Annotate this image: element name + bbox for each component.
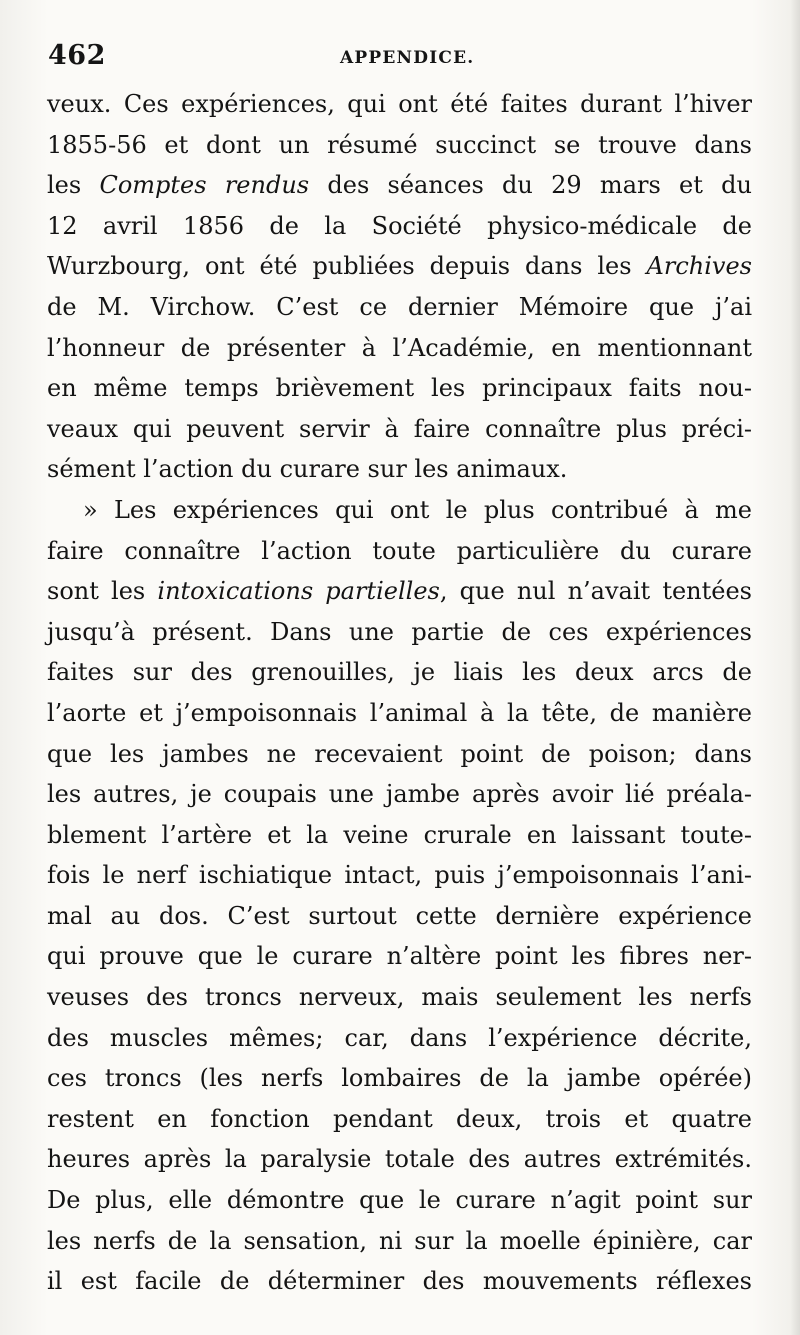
text-line: de M. Virchow. C’est ce dernier Mémoire que j’ai (47, 292, 752, 321)
text-line: jusqu’à présent. Dans une partie de ces expériences (47, 617, 752, 646)
text-line: ces troncs (les nerfs lombaires de la jambe opérée) (47, 1064, 752, 1093)
body-text (47, 84, 752, 1302)
text-line: veaux qui peuvent servir à faire connaître plus préci- (47, 414, 752, 443)
text-line: faire connaître l’action toute particulière du curare (47, 536, 752, 565)
text-line: les nerfs de la sensation, ni sur la moelle épinière, car (47, 1226, 752, 1255)
text-line: l’honneur de présenter à l’Académie, en mentionnant (47, 333, 752, 362)
text-line: Wurzbourg, ont été publiées depuis dans les Archives (47, 252, 752, 281)
text-line: les autres, je coupais une jambe après avoir lié préala- (47, 780, 752, 809)
text-line: veux. Ces expériences, qui ont été faites durant l’hiver (47, 90, 752, 118)
text-line: heures après la paralysie totale des autres extrémités. (47, 1145, 752, 1174)
text-line: il est facile de déterminer des mouvements réflexes (47, 1267, 752, 1296)
text-line: en même temps brièvement les principaux faits nou- (47, 374, 752, 403)
text-line: 1855-56 et dont un résumé succinct se trouve dans (47, 130, 752, 159)
text-line: faites sur des grenouilles, je liais les deux arcs de (47, 658, 752, 687)
text-line: » Les expériences qui ont le plus contribué à me (83, 495, 752, 524)
text-line: que les jambes ne recevaient point de poison; dans (47, 739, 752, 768)
text-line: mal au dos. C’est surtout cette dernière expérience (47, 901, 752, 930)
page-header (48, 40, 748, 80)
text-line: l’aorte et j’empoisonnais l’animal à la tête, de manière (47, 698, 752, 727)
page-number: 462 (48, 40, 106, 71)
page-gutter-shadow (790, 0, 800, 1335)
text-line: blement l’artère et la veine crurale en laissant toute- (47, 820, 752, 849)
text-line: les Comptes rendus des séances du 29 mars et du (47, 171, 752, 200)
text-line: des muscles mêmes; car, dans l’expérience décrite, (47, 1023, 752, 1052)
text-line: De plus, elle démontre que le curare n’agit point sur (47, 1186, 752, 1215)
text-line: 12 avril 1856 de la Société physico-médicale de (47, 211, 752, 240)
text-line: qui prouve que le curare n’altère point les fibres ner- (47, 942, 752, 971)
text-line: restent en fonction pendant deux, trois et quatre (47, 1104, 752, 1133)
text-line: sément l’action du curare sur les animaux. (47, 455, 568, 484)
running-head: APPENDICE. (340, 48, 475, 68)
text-line: veuses des troncs nerveux, mais seulement les nerfs (47, 983, 752, 1012)
text-line: sont les intoxications partielles, que nul n’avait tentées (47, 577, 752, 606)
text-line: fois le nerf ischiatique intact, puis j’empoisonnais l’ani- (47, 861, 752, 890)
